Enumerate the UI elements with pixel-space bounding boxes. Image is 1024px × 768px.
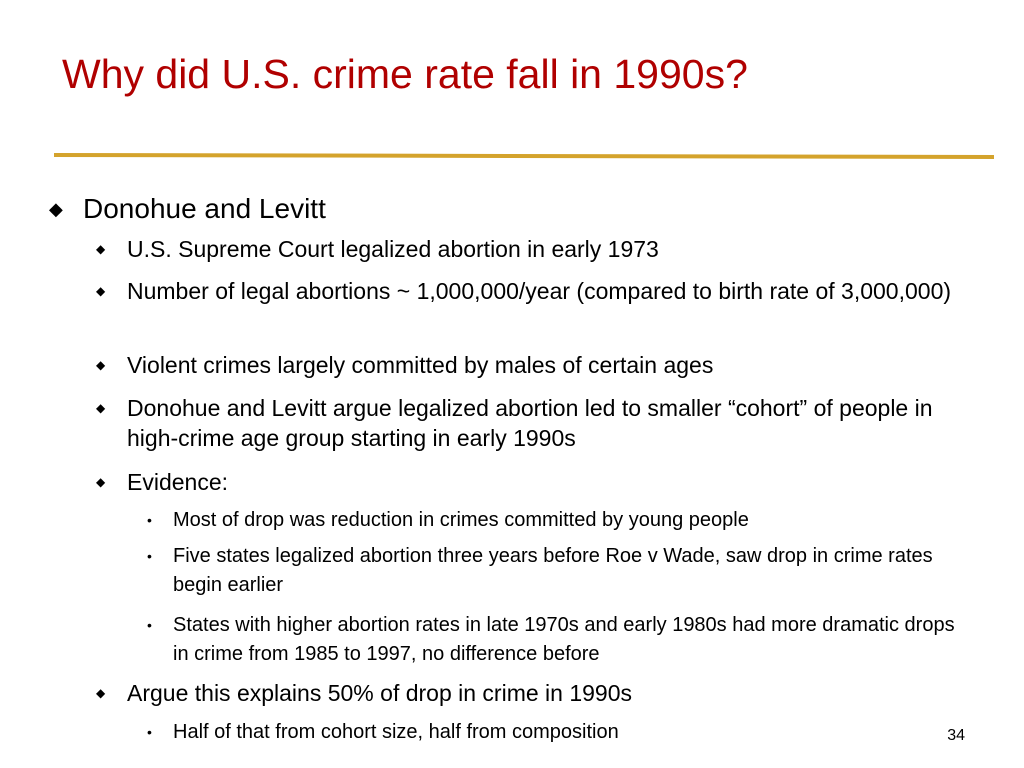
bullet-text: Half of that from cohort size, half from composition (173, 721, 619, 743)
small-diamond-icon: ◆ (96, 284, 106, 298)
small-diamond-icon: ◆ (96, 401, 106, 415)
bullet-item (49, 192, 983, 226)
bullet-item (96, 350, 987, 380)
small-diamond-icon: ◆ (96, 242, 106, 256)
bullet-item (96, 234, 987, 264)
bullet-text: Violent crimes largely committed by males of certain ages (127, 352, 714, 378)
bullet-text: Evidence: (127, 469, 229, 495)
small-diamond-icon: ◆ (96, 358, 106, 372)
bullet-text: Most of drop was reduction in crimes committed by young people (173, 509, 749, 531)
bullet-item (96, 467, 987, 497)
dot-icon: • (147, 617, 152, 633)
small-diamond-icon: ◆ (96, 686, 106, 700)
bullet-item (96, 678, 987, 708)
bullet-item (147, 611, 973, 669)
slide-title: Why did U.S. crime rate fall in 1990s? (62, 51, 748, 97)
bullet-item (147, 506, 973, 535)
bullet-item (147, 718, 973, 747)
bullet-text: Number of legal abortions ~ 1,000,000/year (compared to birth rate of 3,000,000) (127, 278, 952, 304)
bullet-text: Five states legalized abortion three years before Roe v Wade, saw drop in crime rates begin earlier (173, 545, 933, 596)
dot-icon: • (147, 548, 152, 564)
bullet-text: States with higher abortion rates in late 1970s and early 1980s had more dramatic drops in crime from 1985 to 1997, no difference before (173, 614, 955, 665)
dot-icon: • (147, 724, 152, 740)
bullet-text: Argue this explains 50% of drop in crime in 1990s (127, 680, 633, 706)
small-diamond-icon: ◆ (96, 475, 106, 489)
dot-icon: • (147, 512, 152, 528)
bullet-item (96, 393, 987, 453)
bullet-item (96, 276, 987, 306)
bullet-item (147, 542, 973, 600)
bullet-text: Donohue and Levitt (83, 193, 326, 224)
diamond-icon: ◆ (49, 199, 63, 219)
bullet-text: Donohue and Levitt argue legalized abortion led to smaller “cohort” of people in high-crime age group starting in early 1990s (127, 395, 933, 451)
page-number: 34 (947, 727, 965, 744)
bullet-text: U.S. Supreme Court legalized abortion in early 1973 (127, 236, 659, 262)
